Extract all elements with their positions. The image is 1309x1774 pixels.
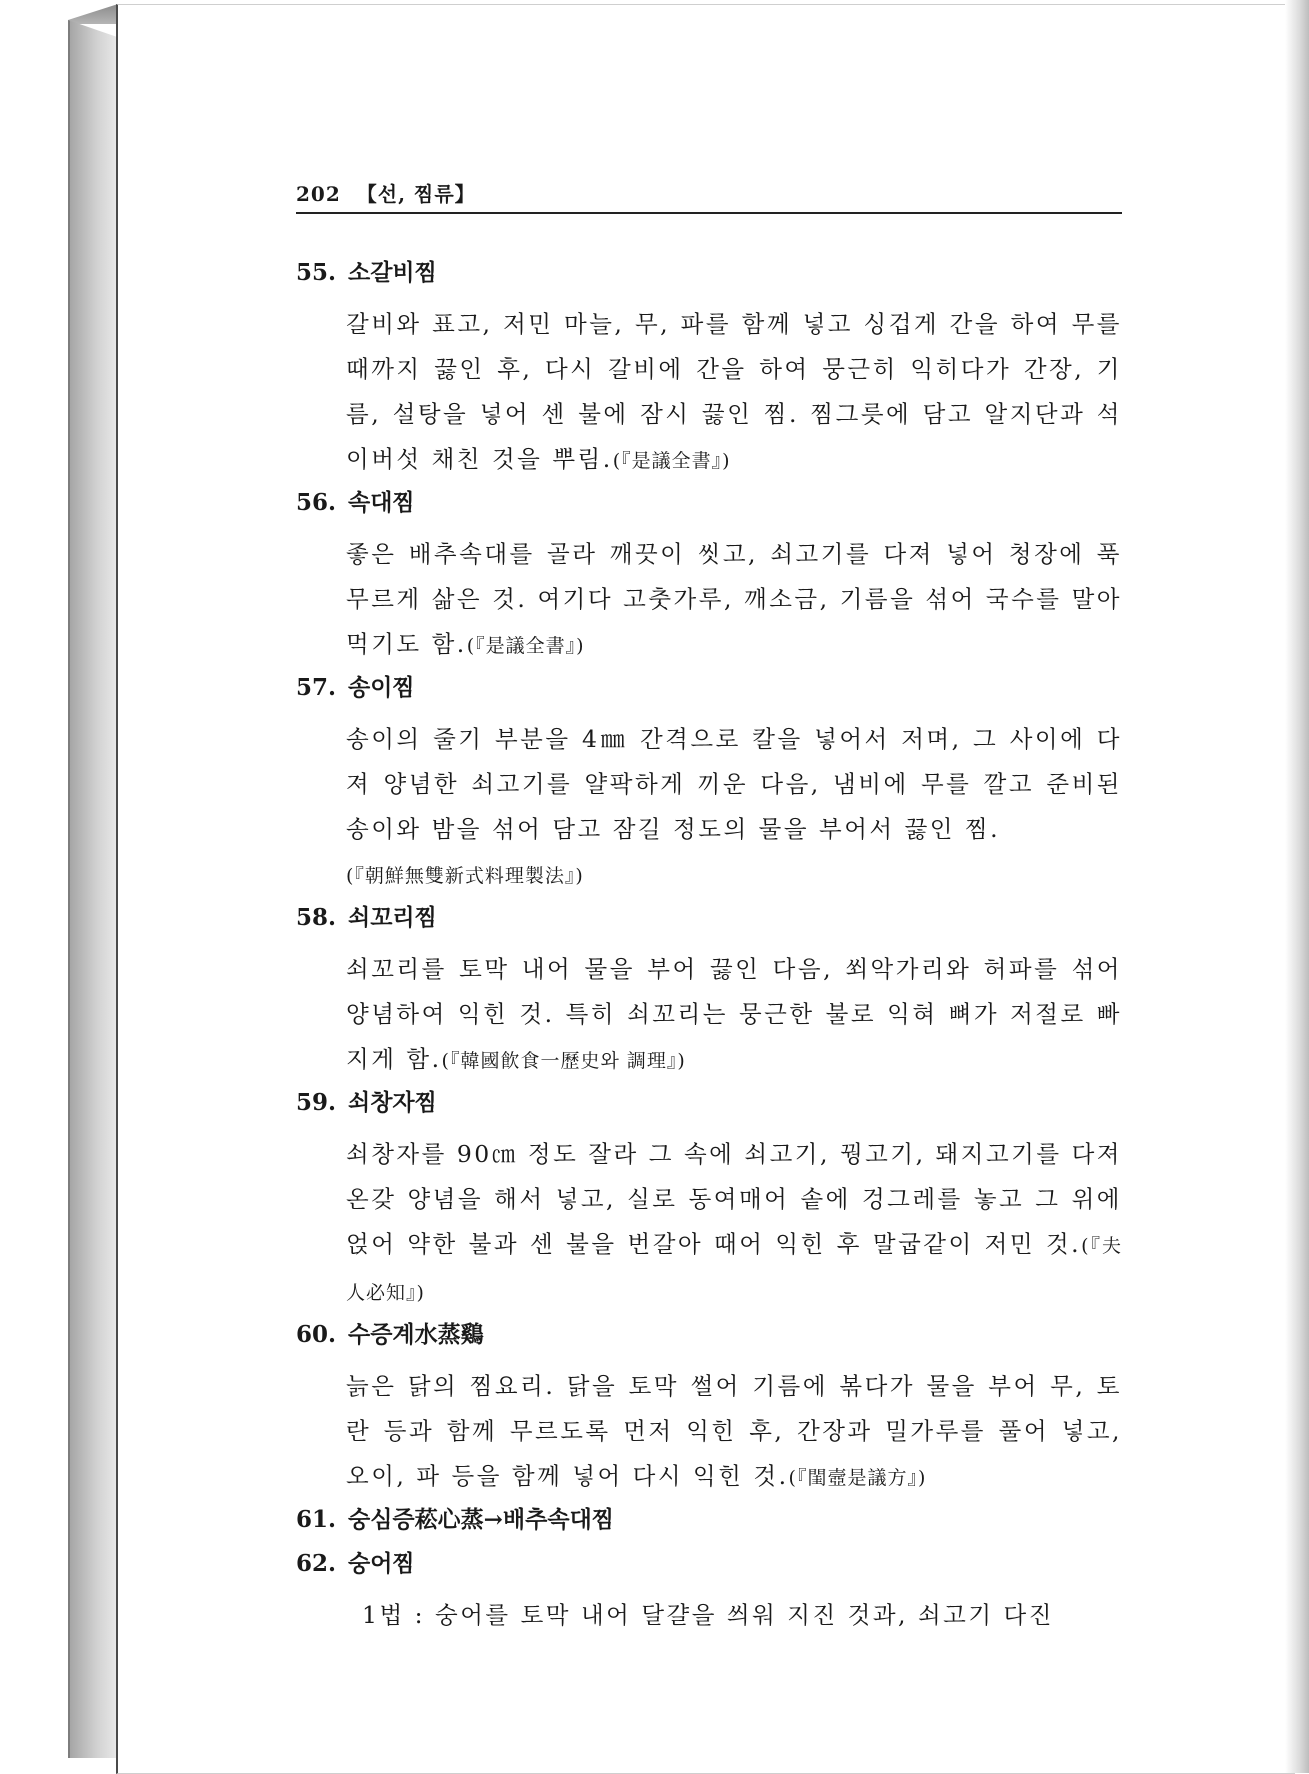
entry-58 (296, 903, 1122, 1084)
entry-number: 61. (296, 1506, 337, 1533)
entry-source: (『韓國飮食一歷史와 調理』) (441, 1050, 686, 1072)
running-header (296, 178, 1122, 207)
entry-body (362, 1593, 1122, 1638)
entry-text: 늙은 닭의 찜요리. 닭을 토막 썰어 기름에 볶다가 물을 부어 무, 토란 등과 함께 무르도록 먼저 익힌 후, 간장과 밀가루를 풀어 넣고, 오이, 파 등을 함께 넣어 다시 익힌 것. (346, 1372, 1122, 1490)
entry-heading: 쇠창자찜 (348, 1089, 437, 1116)
entry-list (296, 258, 1122, 1642)
entry-57 (296, 673, 1122, 899)
entry-text: 송이의 줄기 부분을 4㎜ 간격으로 칼을 넣어서 저며, 그 사이에 다져 양념한 쇠고기를 얄팍하게 끼운 다음, 냄비에 무를 깔고 준비된 송이와 밤을 섞어 담고 잠길 정도의 물을 부어서 끓인 찜. (346, 725, 1122, 843)
entry-number: 55. (296, 259, 337, 286)
entry-62 (296, 1549, 1122, 1638)
entry-heading: 소갈비찜 (348, 259, 437, 286)
book-spine-top (68, 4, 118, 24)
header-rule (296, 212, 1122, 214)
entry-60 (296, 1320, 1122, 1501)
entry-number: 58. (296, 904, 337, 931)
entry-56 (296, 488, 1122, 669)
page-edge-shadow (1285, 0, 1309, 1773)
entry-source: (『夫人必知』) (346, 1235, 1122, 1304)
entry-text: 갈비와 표고, 저민 마늘, 무, 파를 함께 넣고 싱겁게 간을 하여 무를 때까지 끓인 후, 다시 갈비에 간을 하여 뭉근히 익히다가 간장, 기름, 설탕을 넣어 센 불에 잠시 끓인 찜. 찜그릇에 담고 알지단과 석이버섯 채친 것을 뿌림. (346, 310, 1122, 473)
entry-number: 59. (296, 1089, 337, 1116)
entry-heading: 숭심증菘心蒸→배추속대찜 (348, 1506, 615, 1533)
entry-title (296, 258, 1122, 288)
entry-text: 좋은 배추속대를 골라 깨끗이 씻고, 쇠고기를 다져 넣어 청장에 푹 무르게 삶은 것. 여기다 고춧가루, 깨소금, 기름을 섞어 국수를 말아 먹기도 함. (346, 540, 1122, 658)
entry-source: (『是議全書』) (612, 450, 731, 472)
entry-number: 56. (296, 489, 337, 516)
entry-body (346, 1132, 1122, 1316)
page-number: 202 (296, 182, 341, 206)
entry-heading: 숭어찜 (348, 1550, 415, 1577)
entry-heading: 속대찜 (348, 489, 415, 516)
entry-text: 쇠꼬리를 토막 내어 물을 부어 끓인 다음, 쐬악가리와 허파를 섞어 양념하여 익힌 것. 특히 쇠꼬리는 뭉근한 불로 익혀 뼈가 저절로 빠지게 함. (346, 955, 1122, 1073)
entry-text: 쇠창자를 90㎝ 정도 잘라 그 속에 쇠고기, 꿩고기, 돼지고기를 다져 온갖 양념을 해서 넣고, 실로 동여매어 솥에 겅그레를 놓고 그 위에 얹어 약한 불과 센 불을 번갈아 때어 익힌 후 말굽같이 저민 것. (346, 1140, 1122, 1258)
entry-title (296, 1088, 1122, 1118)
entry-61 (296, 1505, 1122, 1535)
entry-number: 57. (296, 674, 337, 701)
entry-59 (296, 1088, 1122, 1316)
entry-title (296, 1320, 1122, 1350)
entry-title (296, 488, 1122, 518)
entry-source: (『朝鮮無雙新式料理製法』) (346, 865, 584, 887)
entry-body (346, 302, 1122, 484)
entry-heading: 수증계水蒸鷄 (348, 1321, 484, 1348)
entry-body (346, 717, 1122, 899)
section-title: 【선, 찜류】 (356, 182, 476, 206)
entry-title (296, 1505, 1122, 1535)
entry-body (346, 947, 1122, 1084)
entry-source: (『是議全書』) (466, 635, 585, 657)
entry-body (346, 1364, 1122, 1501)
book-spine (68, 20, 120, 1758)
entry-55 (296, 258, 1122, 484)
entry-body (346, 532, 1122, 669)
entry-source: (『閨壼是議方』) (788, 1467, 927, 1489)
entry-number: 60. (296, 1321, 337, 1348)
entry-number: 62. (296, 1550, 337, 1577)
entry-heading: 송이찜 (348, 674, 415, 701)
entry-text: 1법 : 숭어를 토막 내어 달걀을 씌워 지진 것과, 쇠고기 다진 (362, 1601, 1054, 1629)
entry-title (296, 903, 1122, 933)
entry-title (296, 1549, 1122, 1579)
entry-heading: 쇠꼬리찜 (348, 904, 437, 931)
entry-title (296, 673, 1122, 703)
